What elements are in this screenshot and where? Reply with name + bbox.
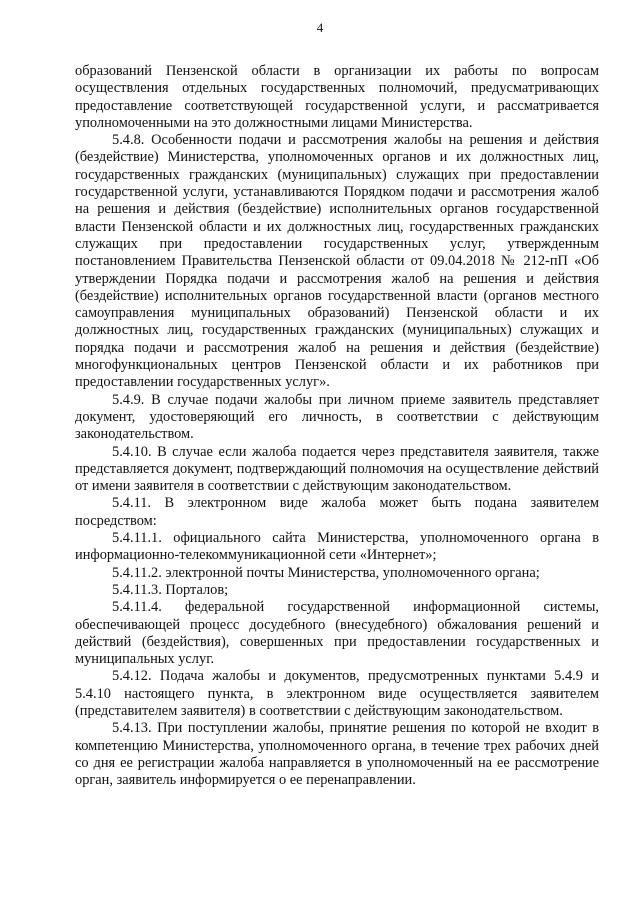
paragraph-5-4-13: 5.4.13. При поступлении жалобы, принятие решения по которой не входит в компетенцию Министерства, уполномоченного органа, в течение трех рабочих дней со дня ее регистрации жалоба направляется в уполномоченный на ее рассмотрение орган, заявитель информируется о ее перенаправлении. [75, 720, 599, 789]
paragraph-5-4-11-4: 5.4.11.4. федеральной государственной информационной системы, обеспечивающей процесс досудебного (внесудебного) обжалования решений и действий (бездействия), совершенных при предоставлении государственных и муниципальных услуг. [75, 599, 599, 668]
paragraph-5-4-10: 5.4.10. В случае если жалоба подается через представителя заявителя, также представляется документ, подтверждающий полномочия на осуществление действий от имени заявителя в соответствии с действующим законодательством. [75, 443, 599, 495]
paragraph-5-4-11-1: 5.4.11.1. официального сайта Министерства, уполномоченного органа в информационно-телекоммуникационной сети «Интернет»; [75, 530, 599, 564]
paragraph-5-4-11: 5.4.11. В электронном виде жалоба может быть подана заявителем посредством: [75, 495, 599, 529]
page-number: 4 [316, 20, 324, 35]
document-body [75, 63, 599, 789]
paragraph-5-4-9: 5.4.9. В случае подачи жалобы при личном приеме заявитель представляет документ, удостоверяющий его личность, в соответствии с действующим законодательством. [75, 391, 599, 443]
paragraph-continuation: образований Пензенской области в организации их работы по вопросам осуществления отдельных государственных полномочий, предусматривающих предоставление соответствующей государственной услуги, и рассматривается уполномоченными на это должностными лицами Министерства. [75, 63, 599, 131]
paragraph-5-4-11-2: 5.4.11.2. электронной почты Министерства, уполномоченного органа; [112, 564, 540, 581]
paragraph-5-4-11-3: 5.4.11.3. Порталов; [112, 581, 229, 598]
paragraph-5-4-8: 5.4.8. Особенности подачи и рассмотрения жалобы на решения и действия (бездействие) Министерства, уполномоченных органов и их должностных лиц, государственных гражданских (муниципальных) служащих при предоставлении государственной услуги, устанавливаются Порядком подачи и рассмотрения жалоб на решения и действия (бездействие) исполнительных органов государственной власти Пензенской области и их должностных лиц, государственных гражданских служащих при предоставлении государственных услуг, утвержденным постановлением Правительства Пензенской области от 09.04.2018 № 212-пП «Об утверждении Порядка подачи и рассмотрения жалоб на решения и действия (бездействие) исполнительных органов государственной власти (органов местного самоуправления муниципальных образований) Пензенской области и их должностных лиц, государственных гражданских (муниципальных) служащих и порядка подачи и рассмотрения жалоб на решения и действия (бездействие) многофункциональных центров Пензенской области и их работников при предоставлении государственных услуг». [75, 132, 599, 391]
paragraph-5-4-12: 5.4.12. Подача жалобы и документов, предусмотренных пунктами 5.4.9 и 5.4.10 настоящего пункта, в электронном виде осуществляется заявителем (представителем заявителя) в соответствии с действующим законодательством. [75, 668, 599, 719]
